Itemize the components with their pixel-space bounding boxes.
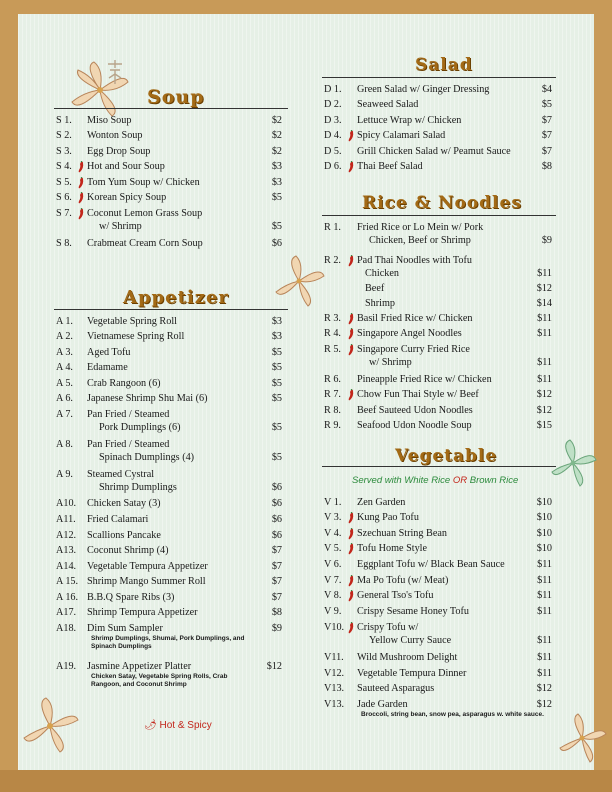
item-name: Crispy Tofu w/ [357, 622, 419, 633]
menu-item [324, 699, 552, 718]
item-number: R 7. [324, 389, 341, 400]
menu-item [324, 683, 552, 697]
item-price: $2 [271, 130, 282, 141]
item-number: R 2. [324, 255, 341, 266]
item-number: V 6. [324, 559, 342, 570]
item-price: $9 [541, 235, 552, 246]
item-option-name: Chicken [365, 268, 399, 279]
item-option-name: Beef [365, 283, 385, 294]
menu-item [324, 146, 552, 160]
item-number: S 8. [56, 238, 72, 249]
item-number: A 5. [56, 378, 73, 389]
chili-pepper-icon [347, 512, 355, 528]
menu-item [56, 161, 282, 175]
flower-decoration-icon [20, 696, 80, 756]
menu-item [324, 420, 552, 434]
item-number: S 2. [56, 130, 72, 141]
menu-item [324, 389, 552, 403]
item-price: $11 [537, 635, 552, 646]
item-name: Chicken Satay (3) [87, 498, 161, 509]
item-price: $5 [271, 362, 282, 373]
item-name: Grill Chicken Salad w/ Peamut Sauce [357, 146, 511, 157]
item-name: Fried Rice or Lo Mein w/ Pork [357, 222, 484, 233]
item-number: A17. [56, 607, 77, 618]
item-number: A 6. [56, 393, 73, 404]
legend-label: Hot & Spicy [159, 720, 212, 731]
menu-item [324, 374, 552, 388]
item-name: Coconut Lemon Grass Soup [87, 208, 203, 219]
item-price: $11 [537, 559, 552, 570]
item-number: A11. [56, 514, 76, 525]
menu-item [324, 99, 552, 113]
item-number: A 3. [56, 347, 73, 358]
item-number: S 4. [56, 161, 72, 172]
item-description: Shrimp Dumplings, Shumai, Pork Dumplings, and Spinach Dumplings [91, 635, 245, 650]
item-name-line2: Pork Dumplings (6) [99, 422, 181, 433]
item-price: $6 [271, 238, 282, 249]
menu-item [56, 177, 282, 191]
item-name: Edamame [87, 362, 128, 373]
item-number: S 7. [56, 208, 72, 219]
item-price: $11 [537, 668, 552, 679]
item-name: Basil Fried Rice w/ Chicken [357, 313, 473, 324]
item-name: Vegetable Spring Roll [87, 316, 177, 327]
chili-pepper-icon [347, 543, 355, 559]
item-name-line2: Shrimp Dumplings [99, 482, 177, 493]
item-price: $5 [271, 378, 282, 389]
menu-item [56, 530, 282, 544]
chili-pepper-icon [347, 528, 355, 544]
item-number: A 9. [56, 469, 73, 480]
menu-item [56, 409, 282, 433]
item-option-price: $12 [536, 283, 552, 294]
item-price: $10 [536, 512, 552, 523]
item-price: $6 [271, 514, 282, 525]
item-name: Crab Rangoon (6) [87, 378, 161, 389]
item-name: Coconut Shrimp (4) [87, 545, 169, 556]
item-name: Jade Garden [357, 699, 408, 710]
menu-item [324, 405, 552, 419]
item-price: $3 [271, 177, 282, 188]
menu-item [56, 238, 282, 252]
chili-pepper-icon [347, 590, 355, 606]
section-title-appetizer: Appetizer [123, 287, 229, 308]
item-number: V 1. [324, 497, 342, 508]
item-name: Pineapple Fried Rice w/ Chicken [357, 374, 492, 385]
item-number: D 6. [324, 161, 342, 172]
item-number: R 4. [324, 328, 341, 339]
item-name: Wild Mushroom Delight [357, 652, 458, 663]
item-price: $11 [537, 590, 552, 601]
item-number: D 3. [324, 115, 342, 126]
menu-item [56, 592, 282, 606]
item-name: Zen Garden [357, 497, 406, 508]
item-number: V10. [324, 622, 345, 633]
item-number: R 3. [324, 313, 341, 324]
chili-pepper-icon [347, 389, 355, 405]
item-price: $3 [271, 316, 282, 327]
item-name: Crabmeat Cream Corn Soup [87, 238, 203, 249]
item-name: Beef Sauteed Udon Noodles [357, 405, 473, 416]
flower-decoration-icon [548, 438, 598, 488]
chili-pepper-icon [77, 177, 85, 193]
menu-item [56, 362, 282, 376]
item-name: Vietnamese Spring Roll [87, 331, 185, 342]
item-number: A13. [56, 545, 77, 556]
menu-item [56, 130, 282, 144]
item-number: A14. [56, 561, 77, 572]
item-price: $11 [537, 328, 552, 339]
menu-item [324, 606, 552, 620]
item-number: V 4. [324, 528, 342, 539]
menu-item [324, 130, 552, 144]
item-name: Pad Thai Noodles with Tofu [357, 255, 472, 266]
item-price: $12 [536, 699, 552, 710]
menu-item [324, 84, 552, 98]
menu-item [56, 208, 282, 232]
menu-item [324, 668, 552, 682]
item-name: Steamed Cystral [87, 469, 155, 480]
item-description: Broccoli, string bean, snow pea, asparagus w. white sauce. [361, 711, 544, 718]
item-price: $2 [271, 115, 282, 126]
item-price: $7 [271, 592, 282, 603]
item-number: R 6. [324, 374, 341, 385]
item-price: $5 [271, 393, 282, 404]
item-name: Shrimp Tempura Appetizer [87, 607, 198, 618]
item-number: V 5. [324, 543, 342, 554]
divider [322, 77, 556, 78]
item-number: V13. [324, 699, 345, 710]
item-price: $7 [271, 561, 282, 572]
menu-item [324, 528, 552, 542]
chili-pepper-icon [347, 161, 355, 177]
menu-item [56, 146, 282, 160]
chili-pepper-icon [347, 313, 355, 329]
item-number: S 1. [56, 115, 72, 126]
menu-item [324, 313, 552, 327]
item-description: Chicken Satay, Vegetable Spring Rolls, Crab Rangoon, and Coconut Shrimp [91, 673, 228, 688]
item-price: $7 [541, 146, 552, 157]
item-name: Shrimp Mango Summer Roll [87, 576, 206, 587]
item-name: Vegetable Tempura Appetizer [87, 561, 208, 572]
bottom-border [0, 770, 612, 792]
item-price: $5 [271, 422, 282, 433]
item-number: V12. [324, 668, 345, 679]
item-name: Eggplant Tofu w/ Black Bean Sauce [357, 559, 505, 570]
item-price: $7 [541, 115, 552, 126]
menu-item [324, 328, 552, 342]
item-name-line2: Chicken, Beef or Shrimp [369, 235, 471, 246]
item-price: $7 [541, 130, 552, 141]
item-price: $11 [537, 357, 552, 368]
item-number: D 5. [324, 146, 342, 157]
menu-item [324, 344, 552, 368]
item-price: $11 [537, 606, 552, 617]
item-number: A 8. [56, 439, 73, 450]
item-number: A 15. [56, 576, 79, 587]
item-price: $4 [541, 84, 552, 95]
item-number: A 16. [56, 592, 79, 603]
item-price: $10 [536, 543, 552, 554]
item-price: $9 [271, 623, 282, 634]
item-name: Jasmine Appetizer Platter [87, 661, 192, 672]
item-name: Miso Soup [87, 115, 132, 126]
divider [322, 215, 556, 216]
menu-item [56, 623, 282, 650]
item-name: Crispy Sesame Honey Tofu [357, 606, 469, 617]
menu-item [56, 576, 282, 590]
menu-item [324, 255, 552, 309]
item-number: V 9. [324, 606, 342, 617]
item-name: Singapore Curry Fried Rice [357, 344, 470, 355]
menu-item [324, 575, 552, 589]
item-number: R 9. [324, 420, 341, 431]
section-title-vegetable: Vegetable [395, 446, 498, 466]
item-name: Szechuan String Bean [357, 528, 447, 539]
item-name: Thai Beef Salad [357, 161, 423, 172]
menu-item [324, 115, 552, 129]
item-number: A 4. [56, 362, 73, 373]
item-price: $11 [537, 313, 552, 324]
item-number: V 3. [324, 512, 342, 523]
menu-item [56, 545, 282, 559]
section-title-soup: Soup [147, 86, 205, 108]
item-number: V11. [324, 652, 344, 663]
item-name: Scallions Pancake [87, 530, 161, 541]
legend [144, 720, 212, 731]
item-price: $2 [271, 146, 282, 157]
chili-pepper-icon [77, 208, 85, 224]
item-name: Vegetable Tempura Dinner [357, 668, 467, 679]
item-number: A19. [56, 661, 77, 672]
item-price: $5 [271, 192, 282, 203]
item-name-line2: w/ Shrimp [369, 357, 412, 368]
menu-item [324, 622, 552, 646]
item-name: Korean Spicy Soup [87, 192, 167, 203]
item-price: $12 [266, 661, 282, 672]
item-name-line2: Yellow Curry Sauce [369, 635, 452, 646]
item-price: $8 [271, 607, 282, 618]
item-name: Lettuce Wrap w/ Chicken [357, 115, 462, 126]
chili-pepper-icon [77, 192, 85, 208]
item-number: S 3. [56, 146, 72, 157]
item-name: Seaweed Salad [357, 99, 419, 110]
item-option-name: Shrimp [365, 298, 396, 309]
chili-pepper-icon [347, 575, 355, 591]
chili-pepper-icon [347, 130, 355, 146]
item-price: $11 [537, 374, 552, 385]
item-number: D 4. [324, 130, 342, 141]
item-price: $6 [271, 498, 282, 509]
chili-pepper-icon: 🌶 [144, 720, 157, 731]
menu-item [56, 498, 282, 512]
menu-item [56, 378, 282, 392]
menu-item [324, 161, 552, 175]
item-price: $3 [271, 331, 282, 342]
item-name: Wonton Soup [87, 130, 143, 141]
item-name: Hot and Sour Soup [87, 161, 165, 172]
item-name: Spicy Calamari Salad [357, 130, 446, 141]
menu-item [56, 316, 282, 330]
item-number: V 7. [324, 575, 342, 586]
item-price: $7 [271, 576, 282, 587]
item-price: $11 [537, 575, 552, 586]
item-price: $5 [271, 452, 282, 463]
item-number: D 2. [324, 99, 342, 110]
item-name: Pan Fried / Steamed [87, 409, 170, 420]
menu-item [56, 607, 282, 621]
item-name: General Tso's Tofu [357, 590, 434, 601]
item-price: $8 [541, 161, 552, 172]
item-name: Pan Fried / Steamed [87, 439, 170, 450]
menu-item [324, 512, 552, 526]
item-number: R 8. [324, 405, 341, 416]
item-price: $12 [536, 683, 552, 694]
menu-item [324, 590, 552, 604]
item-price: $5 [541, 99, 552, 110]
item-name: Kung Pao Tofu [357, 512, 419, 523]
item-name: Chow Fun Thai Style w/ Beef [357, 389, 479, 400]
item-name: Green Salad w/ Ginger Dressing [357, 84, 490, 95]
chili-pepper-icon [347, 255, 355, 271]
flower-decoration-icon [64, 60, 136, 120]
item-option-price: $14 [536, 298, 552, 309]
item-name: Ma Po Tofu (w/ Meat) [357, 575, 449, 586]
menu-item [56, 192, 282, 206]
menu-item [324, 497, 552, 511]
menu-item [324, 652, 552, 666]
menu-item [56, 469, 282, 493]
section-title-rice-noodles: Rice & Noodles [362, 193, 522, 213]
item-name: Tom Yum Soup w/ Chicken [87, 177, 200, 188]
menu-item [56, 115, 282, 129]
item-name: Singapore Angel Noodles [357, 328, 462, 339]
item-number: A10. [56, 498, 77, 509]
flower-decoration-icon [556, 712, 608, 764]
menu-item [56, 514, 282, 528]
item-price: $10 [536, 528, 552, 539]
item-price: $6 [271, 530, 282, 541]
menu-item [56, 331, 282, 345]
item-number: A 2. [56, 331, 73, 342]
item-number: V13. [324, 683, 345, 694]
divider [54, 108, 288, 109]
chili-pepper-icon [347, 328, 355, 344]
vegetable-subtitle: Served with White Rice OR Brown Rice [352, 475, 519, 486]
item-number: A12. [56, 530, 77, 541]
item-number: A18. [56, 623, 77, 634]
section-title-salad: Salad [415, 55, 473, 75]
item-number: S 6. [56, 192, 72, 203]
menu-item [324, 222, 552, 246]
menu-item [56, 439, 282, 463]
divider [322, 466, 556, 467]
item-number: A 1. [56, 316, 73, 327]
item-number: R 5. [324, 344, 341, 355]
item-name: Tofu Home Style [357, 543, 428, 554]
item-option-price: $11 [537, 268, 552, 279]
chili-pepper-icon [347, 622, 355, 638]
chili-pepper-icon [347, 344, 355, 360]
item-name-line2: w/ Shrimp [99, 221, 142, 232]
chili-pepper-icon [77, 161, 85, 177]
item-number: V 8. [324, 590, 342, 601]
item-price: $12 [536, 389, 552, 400]
item-price: $5 [271, 221, 282, 232]
item-name: Sauteed Asparagus [357, 683, 435, 694]
divider [54, 309, 288, 310]
item-name: B.B.Q Spare Ribs (3) [87, 592, 175, 603]
menu-item [56, 347, 282, 361]
item-price: $10 [536, 497, 552, 508]
item-name: Fried Calamari [87, 514, 149, 525]
item-price: $3 [271, 161, 282, 172]
menu-item [56, 561, 282, 575]
item-price: $7 [271, 545, 282, 556]
menu-item [324, 559, 552, 573]
item-price: $11 [537, 652, 552, 663]
menu-item [56, 661, 282, 688]
item-name: Aged Tofu [87, 347, 131, 358]
menu-item [56, 393, 282, 407]
item-number: S 5. [56, 177, 72, 188]
item-name: Japanese Shrimp Shu Mai (6) [87, 393, 208, 404]
menu-item [324, 543, 552, 557]
item-name: Egg Drop Soup [87, 146, 151, 157]
item-number: R 1. [324, 222, 341, 233]
item-name: Seafood Udon Noodle Soup [357, 420, 472, 431]
item-price: $6 [271, 482, 282, 493]
item-name: Dim Sum Sampler [87, 623, 163, 634]
item-price: $5 [271, 347, 282, 358]
item-price: $15 [536, 420, 552, 431]
item-price: $12 [536, 405, 552, 416]
item-number: D 1. [324, 84, 342, 95]
item-name-line2: Spinach Dumplings (4) [99, 452, 195, 463]
flower-decoration-icon [272, 254, 326, 308]
item-number: A 7. [56, 409, 73, 420]
